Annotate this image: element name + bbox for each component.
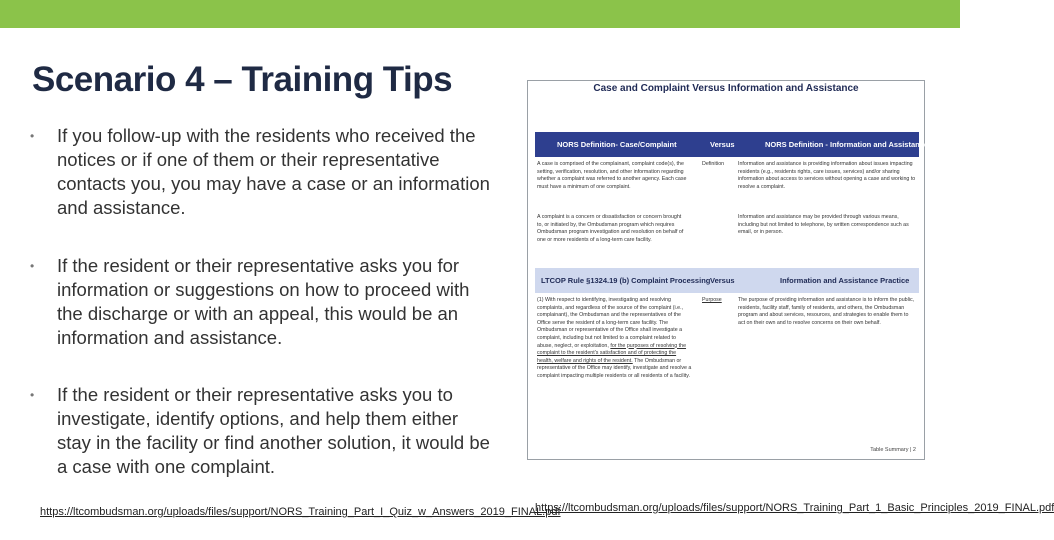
- table2-header: [535, 268, 919, 293]
- table1-header-mid: Versus: [710, 140, 735, 149]
- slide-title: Scenario 4 – Training Tips: [32, 60, 453, 99]
- table1-row2-right: Information and assistance may be provided through various means, including but not limited to telephone, by written correspondence such as email, or in person.: [738, 214, 909, 236]
- rule-highlight-text: for the purposes of resolving the complaint to the resident's satisfaction and of protecting the health, welfare and rights of the resident.: [537, 342, 687, 364]
- bullet-dot: •: [30, 388, 35, 402]
- top-accent-bar: [0, 0, 960, 28]
- table1-row2-left: A complaint is a concern or dissatisfaction or concern brought to, or initiated by, the Ombudsman program which requires Ombudsman program investigation and resolution on behalf of one or more residents of a long-term care facility.: [537, 214, 684, 243]
- table1-header-left: NORS Definition- Case/Complaint: [557, 140, 677, 149]
- figure-title: Case and Complaint Versus Information and Assistance: [593, 83, 859, 94]
- table2-row1-mid: Purpose: [702, 297, 722, 303]
- table1-header-right: NORS Definition - Information and Assistance: [765, 140, 929, 149]
- figure-footer: Table Summary | 2: [870, 447, 916, 453]
- table2-header-left: LTCOP Rule §1324.19 (b) Complaint Processing: [541, 276, 711, 285]
- rule-text: (1) With respect to identifying, investigating and resolving complaints, and regardless of the source of the complaint (i.e., complainant), the Ombudsman and the representatives of the Office serve the resident of a long-term care facility. The Ombudsman or representative of the Office shall investigate a complaint, including but not limited to a complaint related to abuse, neglect, or exploitation,: [537, 297, 684, 349]
- comparison-table-image: [527, 80, 929, 460]
- bullet-dot: •: [30, 259, 35, 273]
- table1-row1-mid: Definition: [702, 161, 725, 167]
- table2-header-right: Information and Assistance Practice: [780, 276, 910, 285]
- table2-row1-left: [537, 297, 692, 437]
- table1-row1-right: Information and assistance is providing information about issues impacting residents (e.g., residents rights, care issues, services) and/or sharing information about access to services without opening a case and working to resolve a complaint.: [738, 161, 916, 190]
- table1-row1-left: A case is comprised of the complainant, complaint code(s), the setting, verification, resolution, and other information regarding whether a complaint was referred to another agency. Each case must have a minimum of one complaint.: [537, 161, 687, 190]
- bullet-text: If the resident or their representative asks you to investigate, identify options, and help them either stay in the facility or find another solution, it would be a case with one complaint.: [57, 384, 490, 477]
- table1-header: [535, 132, 929, 157]
- bullet-dot: •: [30, 129, 35, 143]
- table2-header-mid: Versus: [710, 276, 735, 285]
- basic-principles-link[interactable]: https://ltcombudsman.org/uploads/files/support/NORS_Training_Part_1_Basic_Principles_2019_FINAL.pdf: [535, 502, 1054, 514]
- bullet-text: If you follow-up with the residents who received the notices or if one of them or their representative contacts you, you may have a case or an information and assistance.: [57, 125, 490, 218]
- rule-tail-text: The Ombudsman or representative of the Office may identify, investigate and resolve a complaint impacting multiple residents or all residents of a facility.: [537, 357, 692, 379]
- table2-row1-right: The purpose of providing information and assistance is to inform the public, residents, facility staff, family of residents, and others, the Ombudsman program and about services, resources, and strategies to enable them to act on their own and to resolve concerns on their own behalf.: [738, 297, 915, 326]
- quiz-answers-link[interactable]: https://ltcombudsman.org/uploads/files/support/NORS_Training_Part_I_Quiz_w_Answers_2019_FINAL.pdf: [40, 506, 561, 518]
- bullet-text: If the resident or their representative asks you for information or suggestions on how to proceed with the discharge or with an appeal, this would be an information and assistance.: [57, 255, 470, 348]
